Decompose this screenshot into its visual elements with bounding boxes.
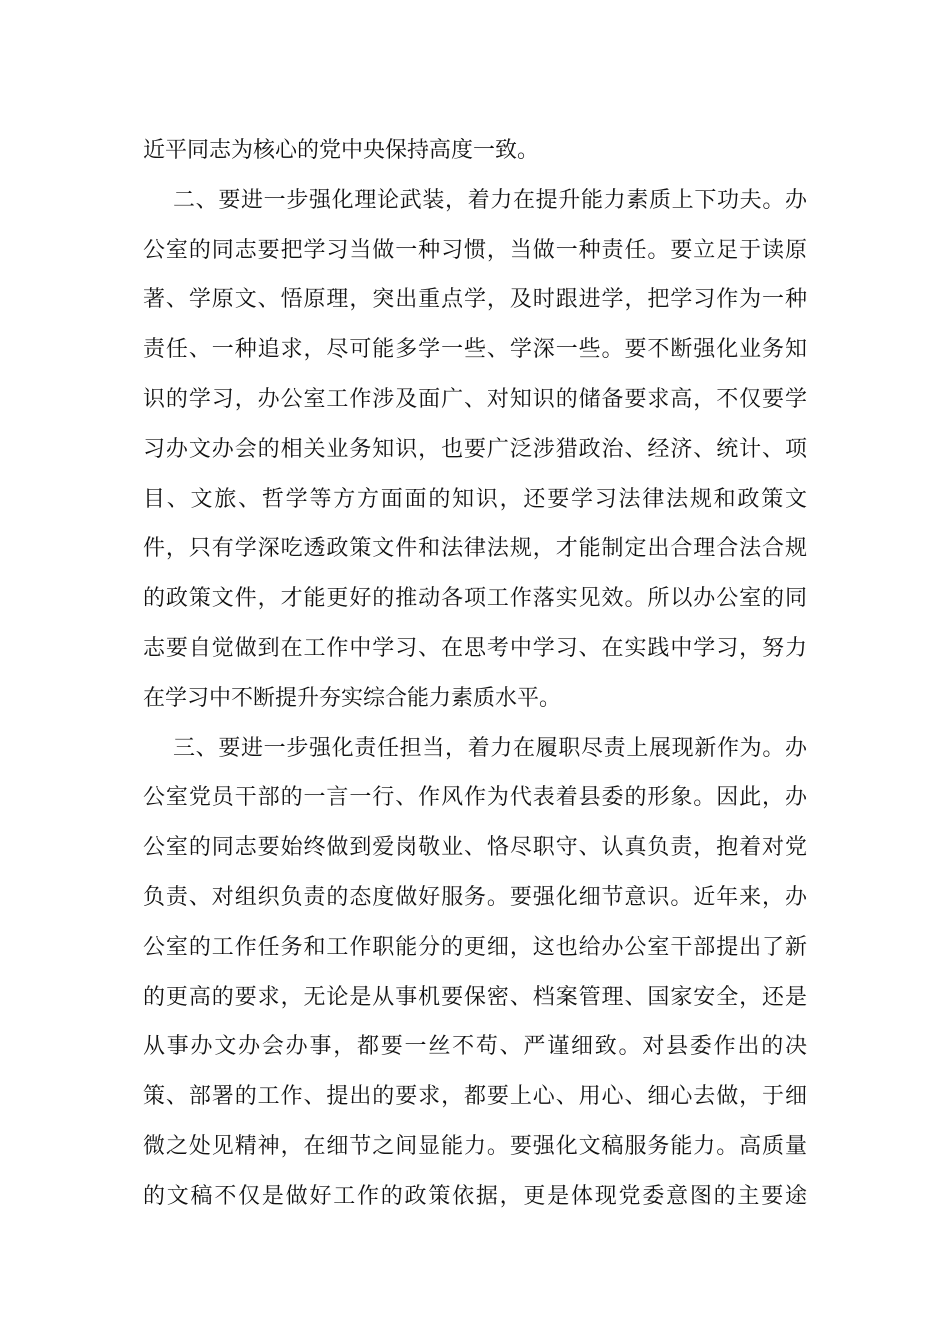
text-line: 三、要进一步强化责任担当，着力在履职尽责上展现新作为。办: [173, 735, 807, 761]
text-line: 习办文办会的相关业务知识，也要广泛涉猎政治、经济、统计、项: [143, 436, 807, 462]
text-line: 二、要进一步强化理论武装，着力在提升能力素质上下功夫。办: [173, 187, 807, 213]
text-line: 在学习中不断提升夯实综合能力素质水平。: [143, 685, 562, 711]
text-line: 微之处见精神，在细节之间显能力。要强化文稿服务能力。高质量: [143, 1133, 807, 1159]
document-body: [143, 126, 807, 1222]
text-line: 近平同志为核心的党中央保持高度一致。: [143, 138, 540, 163]
text-line: 识的学习，办公室工作涉及面广、对知识的储备要求高，不仅要学: [143, 386, 807, 412]
text-line: 的更高的要求，无论是从事机要保密、档案管理、国家安全，还是: [143, 984, 807, 1010]
text-line: 公室的同志要把学习当做一种习惯，当做一种责任。要立足于读原: [143, 237, 807, 263]
text-line: 公室党员干部的一言一行、作风作为代表着县委的形象。因此，办: [143, 785, 807, 811]
text-line: 公室的同志要始终做到爱岗敬业、恪尽职守、认真负责，抱着对党: [143, 835, 807, 861]
text-line: 的文稿不仅是做好工作的政策依据，更是体现党委意图的主要途: [143, 1183, 807, 1209]
paragraph-section-two: [143, 176, 807, 724]
text-line: 责任、一种追求，尽可能多学一些、学深一些。要不断强化业务知: [143, 337, 807, 363]
text-line: 著、学原文、悟原理，突出重点学，及时跟进学，把学习作为一种: [143, 287, 807, 313]
text-line: 策、部署的工作、提出的要求，都要上心、用心、细心去做，于细: [143, 1084, 807, 1110]
text-line: 从事办文办会办事，都要一丝不苟、严谨细致。对县委作出的决: [143, 1034, 807, 1060]
text-line: 件，只有学深吃透政策文件和法律法规，才能制定出合理合法合规: [143, 536, 807, 562]
paragraph-continuation: [143, 126, 807, 176]
text-line: 志要自觉做到在工作中学习、在思考中学习、在实践中学习，努力: [143, 635, 807, 661]
text-line: 负责、对组织负责的态度做好服务。要强化细节意识。近年来，办: [143, 884, 807, 910]
text-line: 的政策文件，才能更好的推动各项工作落实见效。所以办公室的同: [143, 586, 807, 612]
text-line: 目、文旅、哲学等方方面面的知识，还要学习法律法规和政策文: [143, 486, 807, 512]
paragraph-section-three: [143, 724, 807, 1222]
text-line: 公室的工作任务和工作职能分的更细，这也给办公室干部提出了新: [143, 934, 807, 960]
